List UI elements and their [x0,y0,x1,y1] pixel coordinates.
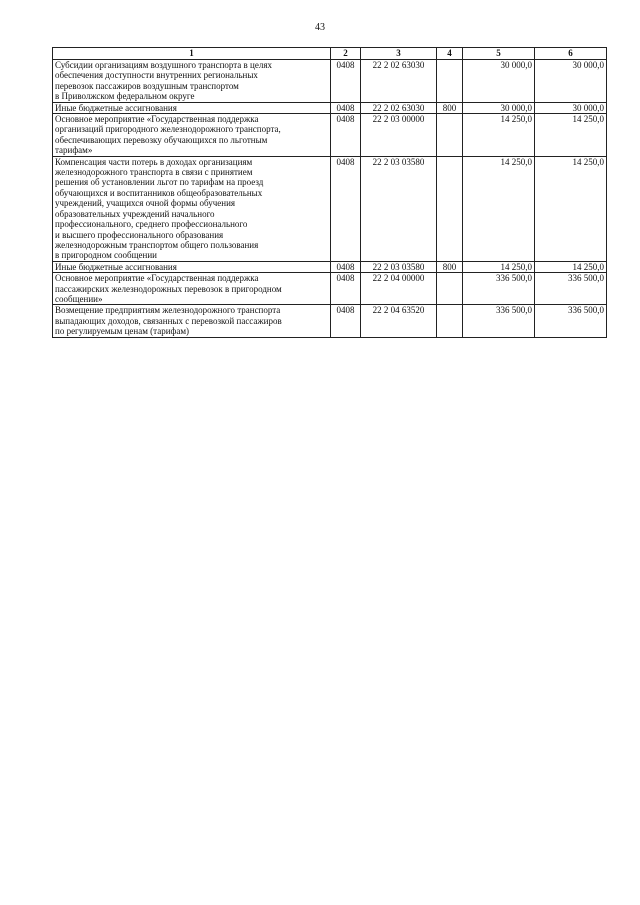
row-amount-2: 30 000,0 [535,102,607,113]
row-amount-1: 30 000,0 [463,60,535,103]
row-razdel: 0408 [331,261,361,272]
row-expense-type [437,60,463,103]
row-target-article: 22 2 02 63030 [361,102,437,113]
row-name: Иные бюджетные ассигнования [53,261,331,272]
table-row [53,305,607,337]
budget-table [52,47,607,338]
row-name: Компенсация части потерь в доходах организациям железнодорожного транспорта в связи с принятием решения об установлении льгот по тарифам на проезд обучающихся и воспитанников общеобразовательных учреждений, учащихся очной формы обучения образовательных учреждений начального профессионального, среднего профессионального и высшего профессионального образования железнодорожным транспортом общего пользования в пригородном сообщении [53,156,331,261]
row-amount-1: 14 250,0 [463,261,535,272]
table-row [53,261,607,272]
row-amount-1: 30 000,0 [463,102,535,113]
row-target-article: 22 2 03 03580 [361,261,437,272]
table-row [53,114,607,157]
column-header-4: 4 [437,48,463,60]
row-target-article: 22 2 04 00000 [361,273,437,305]
row-amount-1: 14 250,0 [463,156,535,261]
column-header-3: 3 [361,48,437,60]
row-name: Возмещение предприятиям железнодорожного транспорта выпадающих доходов, связанных с перевозкой пассажиров по регулируемым ценам (тарифам) [53,305,331,337]
table-row [53,102,607,113]
row-name: Иные бюджетные ассигнования [53,102,331,113]
row-expense-type [437,114,463,157]
column-header-6: 6 [535,48,607,60]
row-target-article: 22 2 03 03580 [361,156,437,261]
row-razdel: 0408 [331,102,361,113]
row-name: Основное мероприятие «Государственная поддержка пассажирских железнодорожных перевозок в пригородном сообщении» [53,273,331,305]
row-name: Субсидии организациям воздушного транспорта в целях обеспечения доступности внутренних региональных перевозок пассажиров воздушным транспортом в Приволжском федеральном округе [53,60,331,103]
row-expense-type [437,273,463,305]
row-expense-type [437,305,463,337]
table-row [53,156,607,261]
column-header-1: 1 [53,48,331,60]
row-amount-1: 14 250,0 [463,114,535,157]
row-expense-type: 800 [437,102,463,113]
row-amount-2: 336 500,0 [535,273,607,305]
table-header-row [53,48,607,60]
row-target-article: 22 2 02 63030 [361,60,437,103]
row-amount-2: 30 000,0 [535,60,607,103]
row-amount-2: 14 250,0 [535,156,607,261]
row-expense-type: 800 [437,261,463,272]
row-expense-type [437,156,463,261]
page-number: 43 [315,22,325,33]
row-amount-1: 336 500,0 [463,305,535,337]
row-razdel: 0408 [331,156,361,261]
table-row [53,60,607,103]
row-razdel: 0408 [331,273,361,305]
row-razdel: 0408 [331,114,361,157]
table-row [53,273,607,305]
row-amount-2: 336 500,0 [535,305,607,337]
row-amount-2: 14 250,0 [535,261,607,272]
row-name: Основное мероприятие «Государственная поддержка организаций пригородного железнодорожного транспорта, обеспечивающих перевозку обучающихся по льготным тарифам» [53,114,331,157]
row-razdel: 0408 [331,60,361,103]
row-razdel: 0408 [331,305,361,337]
row-amount-2: 14 250,0 [535,114,607,157]
row-amount-1: 336 500,0 [463,273,535,305]
row-target-article: 22 2 04 63520 [361,305,437,337]
column-header-5: 5 [463,48,535,60]
row-target-article: 22 2 03 00000 [361,114,437,157]
column-header-2: 2 [331,48,361,60]
